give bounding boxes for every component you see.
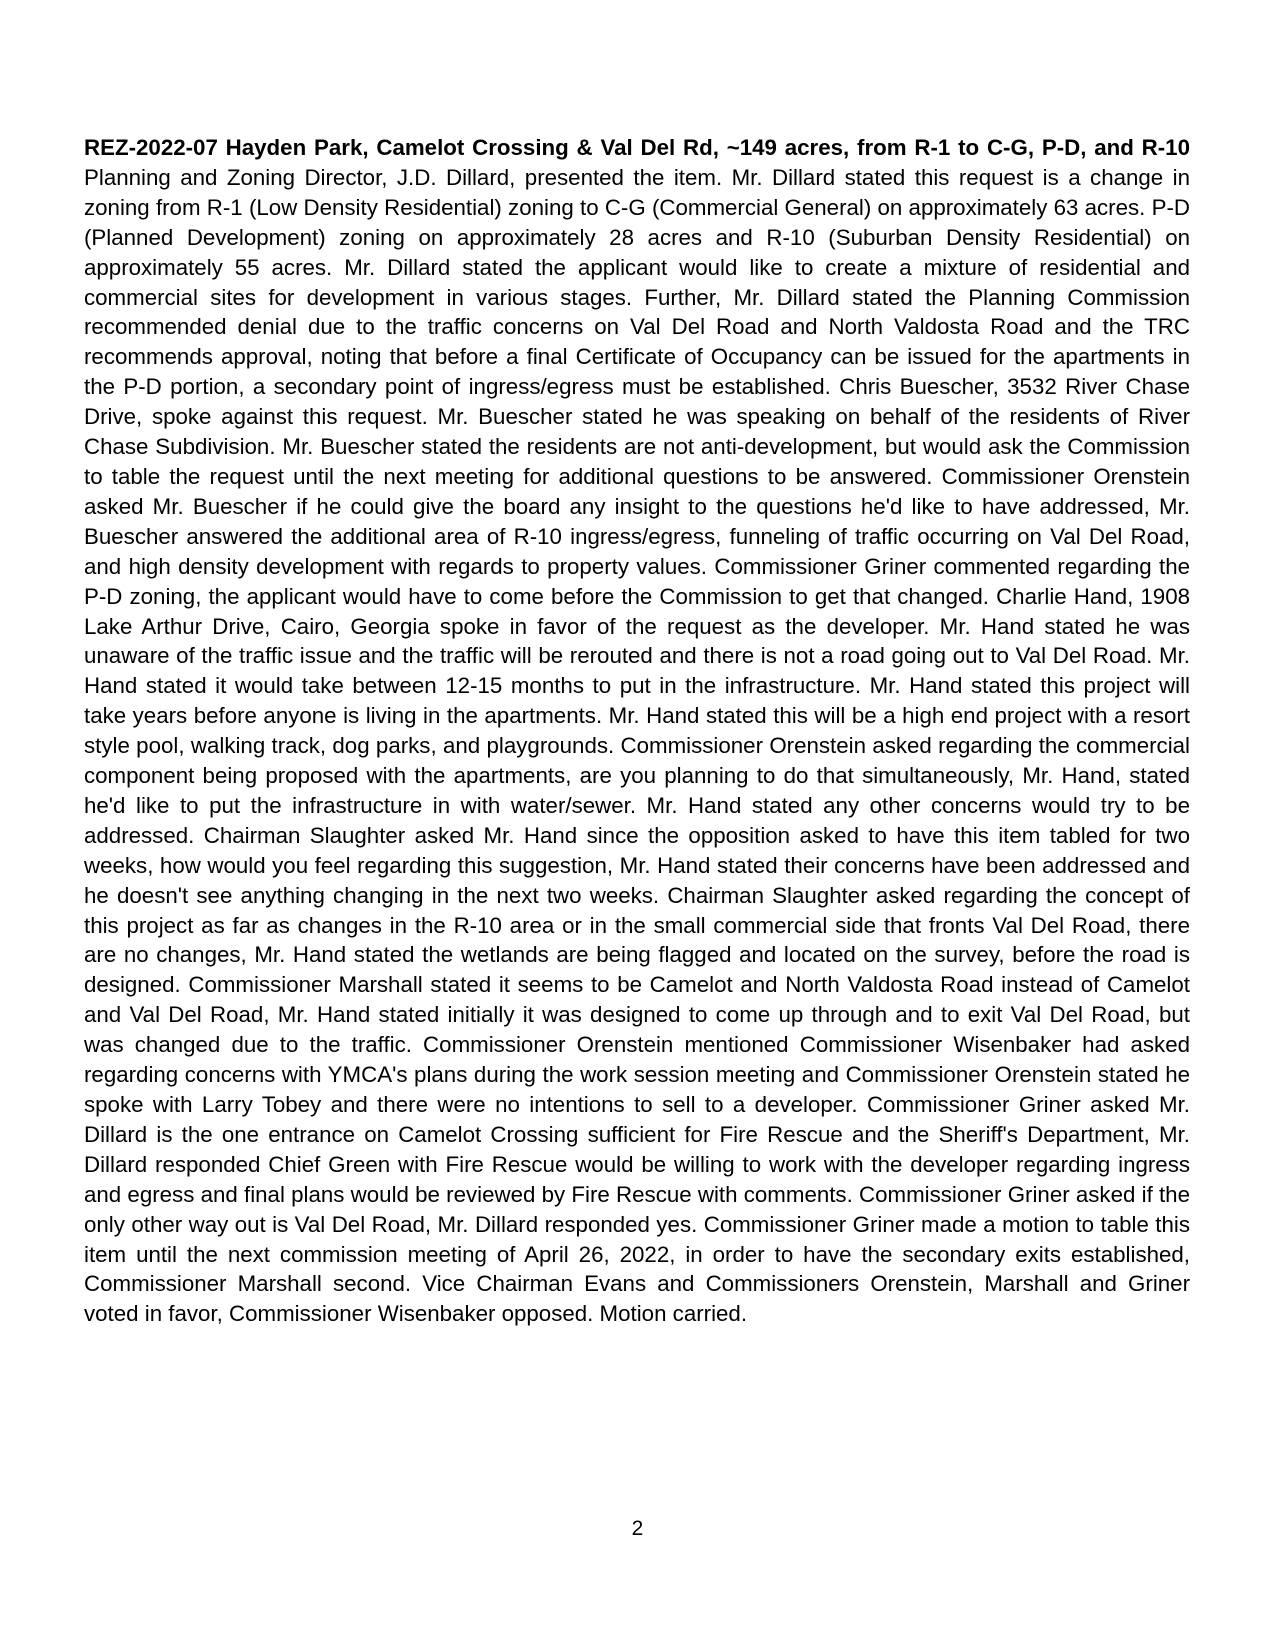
agenda-item-body: Planning and Zoning Director, J.D. Dillard, presented the item. Mr. Dillard stated this request is a change in zoning from R-1 (Low Density Residential) zoning to C-G (Commercial General) on approximately 63 acres. P-D (Planned Development) zoning on approximately 28 acres and R-10 (Suburban Density Residential) on approximately 55 acres. Mr. Dillard stated the applicant would like to create a mixture of residential and commercial sites for development in various stages. Further, Mr. Dillard stated the Planning Commission recommended denial due to the traffic concerns on Val Del Road and North Valdosta Road and the TRC recommends approval, noting that before a final Certificate of Occupancy can be issued for the apartments in the P-D portion, a secondary point of ingress/egress must be established. Chris Buescher, 3532 River Chase Drive, spoke against this request. Mr. Buescher stated he was speaking on behalf of the residents of River Chase Subdivision. Mr. Buescher stated the residents are not anti-development, but would ask the Commission to table the request until the next meeting for additional questions to be answered. Commissioner Orenstein asked Mr. Buescher if he could give the board any insight to the questions he'd like to have addressed, Mr. Buescher answered the additional area of R-10 ingress/egress, funneling of traffic occurring on Val Del Road, and high density development with regards to property values. Commissioner Griner commented regarding the P-D zoning, the applicant would have to come before the Commission to get that changed. Charlie Hand, 1908 Lake Arthur Drive, Cairo, Georgia spoke in favor of the request as the developer. Mr. Hand stated he was unaware of the traffic issue and the traffic will be rerouted and there is not a road going out to Val Del Road. Mr. Hand stated it would take between 12-15 months to put in the infrastructure. Mr. Hand stated this project will take years before anyone is living in the apartments. Mr. Hand stated this will be a high end project with a resort style pool, walking track, dog parks, and playgrounds. Commissioner Orenstein asked regarding the commercial component being proposed with the apartments, are you planning to do that simultaneously, Mr. Hand, stated he'd like to put the infrastructure in with water/sewer. Mr. Hand stated any other concerns would try to be addressed. Chairman Slaughter asked Mr. Hand since the opposition asked to have this item tabled for two weeks, how would you feel regarding this suggestion, Mr. Hand stated their concerns have been addressed and he doesn't see anything changing in the next two weeks. Chairman Slaughter asked regarding the concept of this project as far as changes in the R-10 area or in the small commercial side that fronts Val Del Road, there are no changes, Mr. Hand stated the wetlands are being flagged and located on the survey, before the road is designed. Commissioner Marshall stated it seems to be Camelot and North Valdosta Road instead of Camelot and Val Del Road, Mr. Hand stated initially it was designed to come up through and to exit Val Del Road, but was changed due to the traffic. Commissioner Orenstein mentioned Commissioner Wisenbaker had asked regarding concerns with YMCA's plans during the work session meeting and Commissioner Orenstein stated he spoke with Larry Tobey and there were no intentions to sell to a developer. Commissioner Griner asked Mr. Dillard is the one entrance on Camelot Crossing sufficient for Fire Rescue and the Sheriff's Department, Mr. Dillard responded Chief Green with Fire Rescue would be willing to work with the developer regarding ingress and egress and final plans would be reviewed by Fire Rescue with comments. Commissioner Griner asked if the only other way out is Val Del Road, Mr. Dillard responded yes. Commissioner Griner made a motion to table this item until the next commission meeting of April 26, 2022, in order to have the secondary exits established, Commissioner Marshall second. Vice Chairman Evans and Commissioners Orenstein, Marshall and Griner voted in favor, Commissioner Wisenbaker opposed. Motion carried. (84, 164, 1190, 1327)
page-number: 2 (631, 1517, 644, 1540)
agenda-item-paragraph (84, 133, 1190, 1329)
agenda-item-heading: REZ-2022-07 Hayden Park, Camelot Crossing & Val Del Rd, ~149 acres, from R-1 to C-G, P-D, and R-10 (84, 135, 1190, 160)
